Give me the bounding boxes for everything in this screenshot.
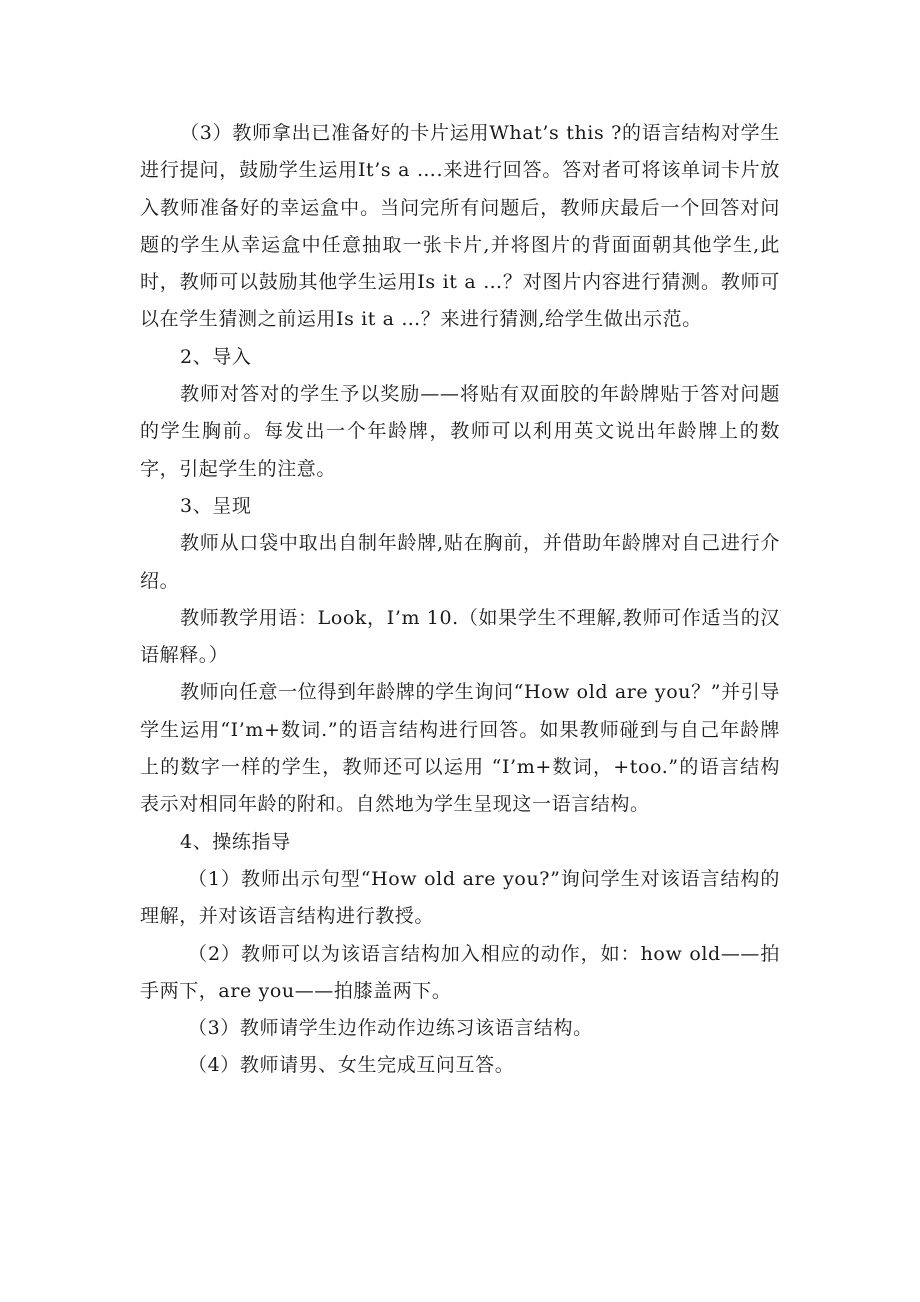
paragraph-reward-age-cards: 教师对答对的学生予以奖励——将贴有双面胶的年龄牌贴于答对问题的学生胸前。每发出一个年龄牌，教师可以利用英文说出年龄牌上的数字，引起学生的注意。: [140, 383, 780, 480]
document-page: [140, 115, 780, 1085]
paragraph-how-old-question: 教师向任意一位得到年龄牌的学生询问“How old are you？”并引导学生运用“I’m+数词.”的语言结构进行回答。如果教师碰到与自己年龄牌上的数字一样的学生，教师还可以运用 “I’m+数词，+too.”的语言结构表示对相同年龄的附和。自然地为学生呈现这一语言结构。: [140, 681, 780, 816]
list-item-practice-2: （2）教师可以为该语言结构加入相应的动作，如：how old——拍手两下，are you——拍膝盖两下。: [140, 942, 780, 1002]
list-item-practice-1: （1）教师出示句型“How old are you?”询问学生对该语言结构的理解，并对该语言结构进行教授。: [140, 867, 780, 928]
paragraph-self-introduction: 教师从口袋中取出自制年龄牌,贴在胸前，并借助年龄牌对自己进行介绍。: [140, 532, 780, 592]
section-heading-introduction: 2、导入: [180, 345, 252, 368]
list-item-practice-4: （4）教师请男、女生完成互问互答。: [188, 1054, 515, 1077]
paragraph-teacher-language: 教师教学用语：Look，I’m 10.（如果学生不理解,教师可作适当的汉语解释。）: [140, 606, 780, 667]
paragraph-guessing-activity: （3）教师拿出已准备好的卡片运用What’s this ?的语言结构对学生进行提问，鼓励学生运用It’s a ….来进行回答。答对者可将该单词卡片放入教师准备好的幸运盒中。当问完所有问题后，教师庆最后一个回答对问题的学生从幸运盒中任意抽取一张卡片,并将图片的背面面朝其他学生,此时，教师可以鼓励其他学生运用Is it a …？对图片内容进行猜测。教师可以在学生猜测之前运用Is it a …？来进行猜测,给学生做出示范。: [140, 122, 780, 331]
list-item-practice-3: （3）教师请学生边作动作边练习该语言结构。: [188, 1017, 593, 1040]
section-heading-practice-guidance: 4、操练指导: [180, 830, 291, 853]
section-heading-presentation: 3、呈现: [180, 494, 252, 517]
